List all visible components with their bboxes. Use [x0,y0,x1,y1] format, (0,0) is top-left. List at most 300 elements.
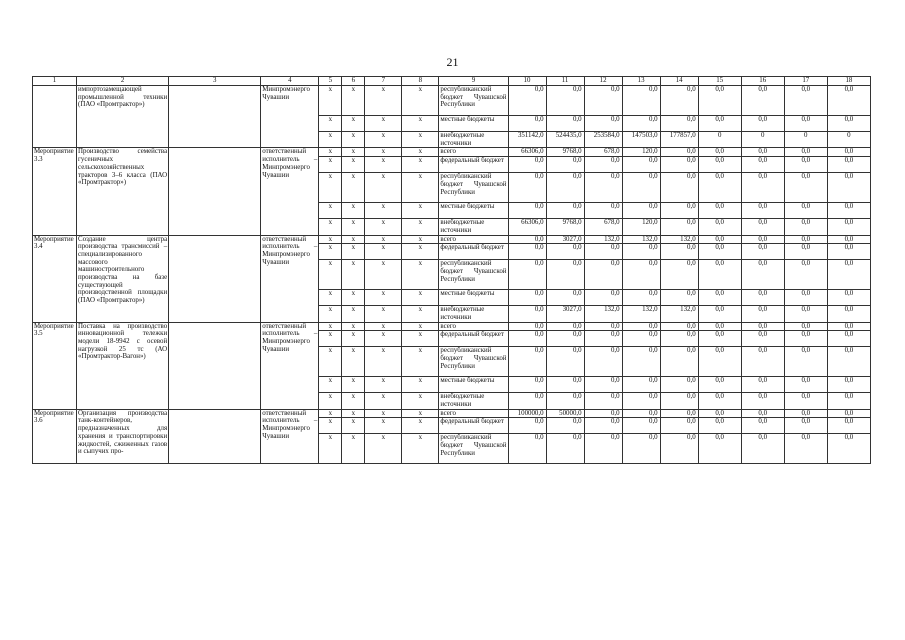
value-cell: 0,0 [827,306,870,322]
code-mark-cell: х [342,157,365,173]
value-cell: 0,0 [784,173,827,203]
value-cell: 0,0 [741,377,784,393]
value-cell: 0,0 [827,393,870,409]
code-mark-cell: х [365,86,402,116]
value-cell: 0,0 [622,393,660,409]
value-cell: 0,0 [622,116,660,132]
value-cell: 0,0 [827,244,870,260]
value-cell: 0 [784,132,827,148]
code-mark-cell: х [319,157,342,173]
value-cell: 177857,0 [660,132,698,148]
code-mark-cell: х [342,290,365,306]
code-mark-cell: х [342,219,365,235]
code-mark-cell: х [365,434,402,464]
value-cell: 132,0 [622,306,660,322]
value-cell: 0,0 [784,148,827,157]
code-mark-cell: х [319,418,342,434]
table-row [33,148,871,157]
value-cell: 0,0 [698,418,741,434]
value-cell: 0,0 [584,434,622,464]
value-cell: 0 [698,132,741,148]
executor-cell: ответственный исполнитель – Минпромэнерго Чувашии [261,322,319,409]
value-cell: 678,0 [584,148,622,157]
code-mark-cell: х [365,173,402,203]
column-number-cell: 3 [169,77,261,86]
value-cell: 0,0 [508,434,546,464]
value-cell: 0,0 [827,347,870,377]
value-cell: 0,0 [784,434,827,464]
value-cell: 0,0 [698,377,741,393]
code-mark-cell: х [402,157,439,173]
value-cell: 0,0 [698,203,741,219]
value-cell: 0,0 [660,377,698,393]
event-number-cell: Мероприятие 3.3 [33,148,77,235]
value-cell: 0,0 [827,322,870,331]
value-cell: 9768,0 [546,219,584,235]
code-mark-cell: х [402,322,439,331]
value-cell: 0,0 [784,306,827,322]
value-cell: 0 [827,132,870,148]
value-cell: 0,0 [546,331,584,347]
value-cell: 524435,0 [546,132,584,148]
value-cell: 0,0 [546,244,584,260]
code-mark-cell: х [402,331,439,347]
event-number-cell: Мероприятие 3.6 [33,409,77,464]
code-mark-cell: х [319,235,342,244]
column-number-row [33,77,871,86]
value-cell: 0,0 [584,377,622,393]
value-cell: 0,0 [741,306,784,322]
funding-source-cell: местные бюджеты [439,290,508,306]
value-cell: 0,0 [546,393,584,409]
code-mark-cell: х [342,409,365,418]
funding-source-cell: республиканский бюджет Чувашской Республики [439,347,508,377]
code-mark-cell: х [319,132,342,148]
value-cell: 0,0 [660,157,698,173]
column-number-cell: 6 [342,77,365,86]
value-cell: 0,0 [622,409,660,418]
value-cell: 0,0 [622,434,660,464]
code-mark-cell: х [365,132,402,148]
value-cell: 0,0 [546,322,584,331]
value-cell: 0,0 [622,86,660,116]
program-cell [169,235,261,322]
value-cell: 0,0 [508,235,546,244]
code-mark-cell: х [365,116,402,132]
value-cell: 0,0 [698,290,741,306]
value-cell: 0,0 [698,173,741,203]
value-cell: 0,0 [784,244,827,260]
code-mark-cell: х [402,244,439,260]
value-cell: 0,0 [827,148,870,157]
value-cell: 0,0 [584,331,622,347]
value-cell: 0,0 [698,219,741,235]
value-cell: 0,0 [698,306,741,322]
code-mark-cell: х [365,219,402,235]
code-mark-cell: х [365,235,402,244]
code-mark-cell: х [342,306,365,322]
value-cell: 0,0 [660,219,698,235]
budget-table [32,76,871,464]
code-mark-cell: х [342,434,365,464]
funding-source-cell: республиканский бюджет Чувашской Республики [439,434,508,464]
value-cell: 0,0 [741,331,784,347]
code-mark-cell: х [319,148,342,157]
column-number-cell: 17 [784,77,827,86]
value-cell: 0,0 [660,409,698,418]
program-cell [169,322,261,409]
code-mark-cell: х [402,219,439,235]
code-mark-cell: х [319,203,342,219]
value-cell: 0,0 [508,173,546,203]
value-cell: 0,0 [508,377,546,393]
value-cell: 0,0 [698,347,741,377]
value-cell: 0,0 [622,157,660,173]
value-cell: 0,0 [660,148,698,157]
value-cell: 0,0 [622,418,660,434]
code-mark-cell: х [319,306,342,322]
code-mark-cell: х [342,331,365,347]
code-mark-cell: х [342,203,365,219]
value-cell: 0,0 [660,347,698,377]
funding-source-cell: всего [439,409,508,418]
code-mark-cell: х [365,290,402,306]
value-cell: 0,0 [784,331,827,347]
value-cell: 0,0 [741,260,784,290]
value-cell: 0,0 [584,290,622,306]
value-cell: 0,0 [784,290,827,306]
value-cell: 0,0 [741,290,784,306]
value-cell: 0,0 [784,409,827,418]
column-number-cell: 16 [741,77,784,86]
value-cell: 0,0 [622,244,660,260]
value-cell: 0,0 [660,86,698,116]
column-number-cell: 7 [365,77,402,86]
code-mark-cell: х [365,322,402,331]
value-cell: 0,0 [741,244,784,260]
value-cell: 0,0 [584,244,622,260]
value-cell: 0,0 [508,86,546,116]
value-cell: 0,0 [508,203,546,219]
value-cell: 132,0 [660,235,698,244]
value-cell: 0,0 [660,418,698,434]
value-cell: 678,0 [584,219,622,235]
code-mark-cell: х [402,393,439,409]
event-number-cell: Мероприятие 3.5 [33,322,77,409]
value-cell: 0,0 [584,322,622,331]
value-cell: 0,0 [698,86,741,116]
code-mark-cell: х [402,377,439,393]
funding-source-cell: всего [439,235,508,244]
value-cell: 0,0 [660,116,698,132]
value-cell: 0,0 [784,393,827,409]
value-cell: 0,0 [622,173,660,203]
value-cell: 147503,0 [622,132,660,148]
table-row [33,409,871,418]
value-cell: 0,0 [741,86,784,116]
value-cell: 0,0 [741,235,784,244]
value-cell: 0,0 [698,244,741,260]
value-cell: 0,0 [622,322,660,331]
funding-source-cell: федеральный бюджет [439,331,508,347]
value-cell: 0,0 [827,409,870,418]
value-cell: 0,0 [546,290,584,306]
value-cell: 100000,0 [508,409,546,418]
funding-source-cell: местные бюджеты [439,203,508,219]
code-mark-cell: х [365,306,402,322]
value-cell: 0,0 [508,331,546,347]
value-cell: 132,0 [584,235,622,244]
value-cell: 0,0 [698,157,741,173]
value-cell: 0,0 [546,157,584,173]
value-cell: 0,0 [827,290,870,306]
value-cell: 0,0 [508,347,546,377]
value-cell: 0,0 [546,203,584,219]
executor-cell: Минпромэнерго Чувашии [261,86,319,148]
value-cell: 0,0 [660,244,698,260]
value-cell: 0,0 [784,322,827,331]
code-mark-cell: х [402,203,439,219]
code-mark-cell: х [319,173,342,203]
value-cell: 0,0 [741,347,784,377]
code-mark-cell: х [342,418,365,434]
code-mark-cell: х [402,418,439,434]
code-mark-cell: х [342,86,365,116]
column-number-cell: 18 [827,77,870,86]
value-cell: 0,0 [784,219,827,235]
value-cell: 0 [741,132,784,148]
value-cell: 0,0 [660,393,698,409]
value-cell: 0,0 [784,347,827,377]
value-cell: 0,0 [584,409,622,418]
value-cell: 0,0 [546,260,584,290]
value-cell: 0,0 [784,418,827,434]
value-cell: 0,0 [508,260,546,290]
value-cell: 0,0 [741,418,784,434]
value-cell: 0,0 [741,322,784,331]
column-number-cell: 2 [77,77,169,86]
value-cell: 0,0 [622,377,660,393]
value-cell: 132,0 [660,306,698,322]
code-mark-cell: х [342,322,365,331]
value-cell: 0,0 [584,393,622,409]
funding-source-cell: местные бюджеты [439,116,508,132]
value-cell: 0,0 [827,116,870,132]
value-cell: 120,0 [622,219,660,235]
value-cell: 120,0 [622,148,660,157]
event-description-cell: импортозамещающей промышленной техники (ПАО «Промтрактор») [77,86,169,148]
code-mark-cell: х [402,290,439,306]
value-cell: 0,0 [741,157,784,173]
value-cell: 351142,0 [508,132,546,148]
table-row [33,322,871,331]
code-mark-cell: х [319,331,342,347]
code-mark-cell: х [319,393,342,409]
value-cell: 0,0 [584,157,622,173]
code-mark-cell: х [365,203,402,219]
value-cell: 3027,0 [546,306,584,322]
page-number: 21 [446,55,459,69]
value-cell: 0,0 [508,322,546,331]
value-cell: 0,0 [784,86,827,116]
funding-source-cell: внебюджетные источники [439,219,508,235]
funding-source-cell: республиканский бюджет Чувашской Республики [439,86,508,116]
value-cell: 0,0 [827,86,870,116]
value-cell: 0,0 [622,331,660,347]
code-mark-cell: х [365,418,402,434]
value-cell: 0,0 [741,148,784,157]
funding-source-cell: федеральный бюджет [439,244,508,260]
code-mark-cell: х [365,157,402,173]
value-cell: 0,0 [622,347,660,377]
table-row [33,235,871,244]
code-mark-cell: х [342,393,365,409]
value-cell: 0,0 [584,260,622,290]
value-cell: 0,0 [827,203,870,219]
value-cell: 0,0 [827,331,870,347]
funding-source-cell: всего [439,148,508,157]
funding-source-cell: федеральный бюджет [439,157,508,173]
value-cell: 0,0 [660,203,698,219]
executor-cell: ответственный исполнитель – Минпромэнерго Чувашии [261,409,319,464]
value-cell: 3027,0 [546,235,584,244]
code-mark-cell: х [365,377,402,393]
program-cell [169,409,261,464]
value-cell: 0,0 [508,306,546,322]
value-cell: 0,0 [508,393,546,409]
executor-cell: ответственный исполнитель – Минпромэнерго Чувашии [261,235,319,322]
value-cell: 0,0 [698,148,741,157]
code-mark-cell: х [319,434,342,464]
column-number-cell: 15 [698,77,741,86]
value-cell: 0,0 [584,86,622,116]
code-mark-cell: х [402,434,439,464]
code-mark-cell: х [319,260,342,290]
value-cell: 0,0 [546,86,584,116]
value-cell: 0,0 [508,418,546,434]
value-cell: 0,0 [622,203,660,219]
code-mark-cell: х [342,116,365,132]
value-cell: 0,0 [784,116,827,132]
value-cell: 0,0 [508,116,546,132]
value-cell: 0,0 [660,322,698,331]
code-mark-cell: х [365,148,402,157]
code-mark-cell: х [402,148,439,157]
value-cell: 0,0 [508,244,546,260]
value-cell: 0,0 [698,331,741,347]
code-mark-cell: х [402,116,439,132]
value-cell: 0,0 [784,157,827,173]
value-cell: 0,0 [546,173,584,203]
funding-source-cell: республиканский бюджет Чувашской Республики [439,260,508,290]
code-mark-cell: х [402,306,439,322]
event-number-cell [33,86,77,148]
value-cell: 0,0 [546,116,584,132]
value-cell: 0,0 [546,347,584,377]
code-mark-cell: х [342,148,365,157]
value-cell: 0,0 [698,409,741,418]
value-cell: 0,0 [827,418,870,434]
value-cell: 0,0 [784,260,827,290]
code-mark-cell: х [402,260,439,290]
value-cell: 0,0 [660,260,698,290]
column-number-cell: 14 [660,77,698,86]
value-cell: 0,0 [584,203,622,219]
value-cell: 0,0 [827,173,870,203]
column-number-cell: 10 [508,77,546,86]
column-number-cell: 11 [546,77,584,86]
event-description-cell: Создание центра производства трансмиссий – специализированного массового машиностроительного производства на базе существующей производственной площадки (ПАО «Промтрактор») [77,235,169,322]
code-mark-cell: х [319,86,342,116]
value-cell: 0,0 [622,290,660,306]
program-cell [169,86,261,148]
event-number-cell: Мероприятие 3.4 [33,235,77,322]
event-description-cell: Организация производства танк-контейнеров, предназначенных для хранения и транспортировки жидкостей, сжиженных газов и сыпучих про- [77,409,169,464]
value-cell: 0,0 [741,173,784,203]
code-mark-cell: х [365,331,402,347]
value-cell: 0,0 [584,173,622,203]
value-cell: 132,0 [584,306,622,322]
value-cell: 0,0 [741,116,784,132]
column-number-cell: 13 [622,77,660,86]
value-cell: 0,0 [827,157,870,173]
value-cell: 0,0 [660,173,698,203]
value-cell: 0,0 [827,219,870,235]
value-cell: 50000,0 [546,409,584,418]
code-mark-cell: х [365,347,402,377]
value-cell: 0,0 [698,434,741,464]
code-mark-cell: х [319,116,342,132]
code-mark-cell: х [365,244,402,260]
funding-source-cell: федеральный бюджет [439,418,508,434]
program-cell [169,148,261,235]
column-number-cell: 5 [319,77,342,86]
code-mark-cell: х [342,377,365,393]
value-cell: 0,0 [546,434,584,464]
value-cell: 0,0 [660,331,698,347]
value-cell: 0,0 [660,434,698,464]
value-cell: 0,0 [827,235,870,244]
value-cell: 0,0 [698,260,741,290]
column-number-cell: 4 [261,77,319,86]
value-cell: 0,0 [698,322,741,331]
value-cell: 253584,0 [584,132,622,148]
executor-cell: ответственный исполнитель – Минпромэнерго Чувашии [261,148,319,235]
value-cell: 132,0 [622,235,660,244]
code-mark-cell: х [402,409,439,418]
column-number-cell: 9 [439,77,508,86]
column-number-cell: 8 [402,77,439,86]
code-mark-cell: х [402,86,439,116]
code-mark-cell: х [319,347,342,377]
value-cell: 0,0 [660,290,698,306]
value-cell: 0,0 [784,377,827,393]
value-cell: 0,0 [698,116,741,132]
code-mark-cell: х [319,244,342,260]
value-cell: 66306,0 [508,148,546,157]
funding-source-cell: местные бюджеты [439,377,508,393]
code-mark-cell: х [319,377,342,393]
value-cell: 0,0 [741,409,784,418]
value-cell: 0,0 [584,116,622,132]
code-mark-cell: х [342,132,365,148]
funding-source-cell: внебюджетные источники [439,393,508,409]
funding-source-cell: всего [439,322,508,331]
code-mark-cell: х [319,322,342,331]
value-cell: 0,0 [698,235,741,244]
event-description-cell: Производство семейства гусеничных сельскохозяйственных тракторов 3–6 класса (ПАО «Промтрактор») [77,148,169,235]
code-mark-cell: х [402,347,439,377]
